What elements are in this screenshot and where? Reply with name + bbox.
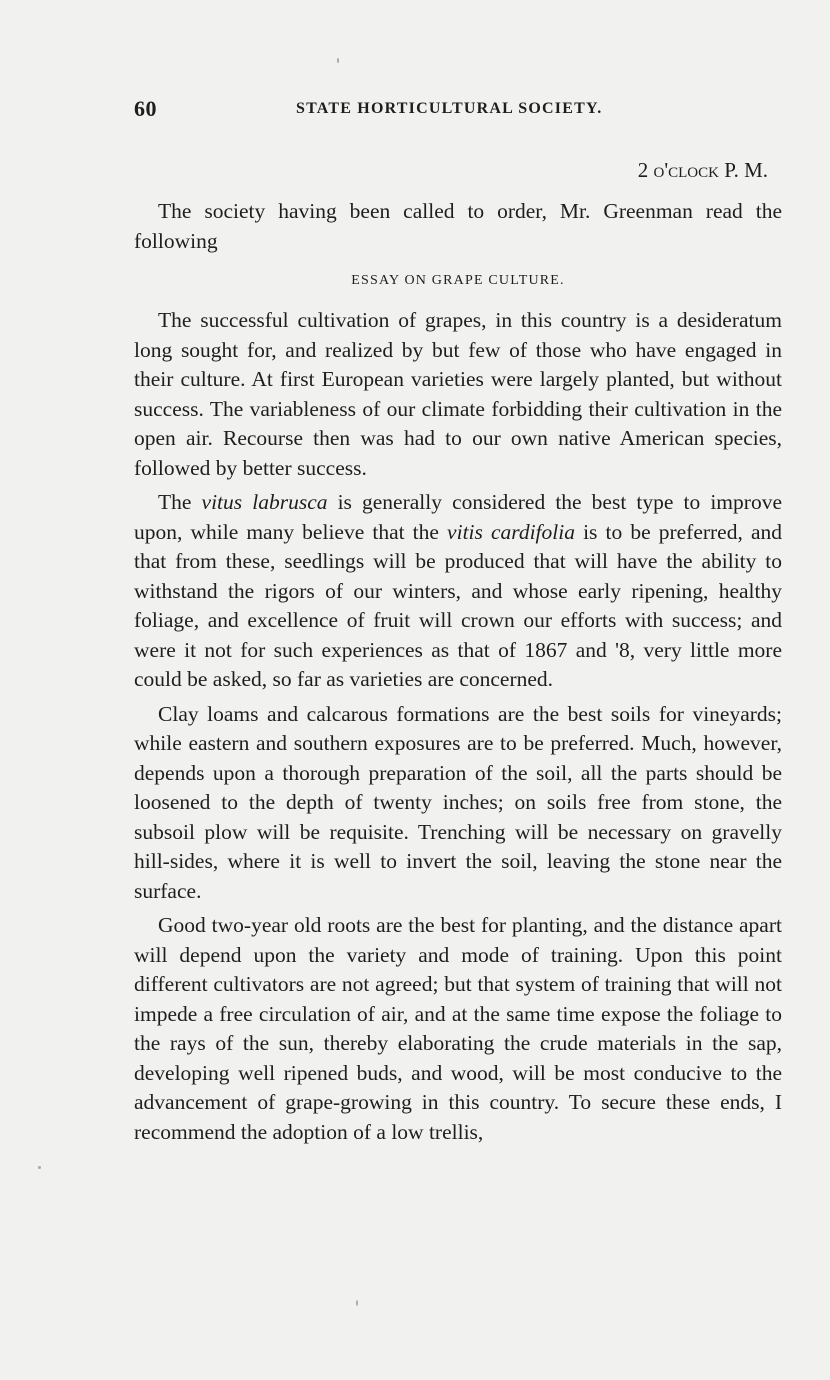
- running-title: STATE HORTICULTURAL SOCIETY.: [296, 100, 603, 117]
- page-number: 60: [134, 96, 157, 121]
- ink-speck: [337, 58, 339, 63]
- ink-speck: [38, 1166, 41, 1169]
- paragraph-varieties-part1: The: [158, 490, 202, 514]
- term-vitus-labrusca: vitus labrusca: [201, 490, 328, 514]
- paragraph-soils: Clay loams and calcarous formations are the best soils for vineyards; while eastern and southern exposures are to be preferred. Much, however, depends upon a thorough preparation of the soil, all the parts should be loosened to the depth of twenty inches; on soils free from stone, the subsoil plow will be requisite. Trenching will be necessary on gravelly hill-sides, where it is well to invert the soil, leaving the stone near the surface.: [134, 701, 782, 903]
- intro-paragraph: The society having been called to order, Mr. Greenman read the following: [134, 199, 782, 253]
- session-time: [0, 158, 768, 183]
- ink-speck: [356, 1300, 358, 1306]
- paragraph-planting: Good two-year old roots are the best for planting, and the distance apart will depend upon the variety and mode of training. Upon this point different cultivators are not agreed; but that system of training that will not impede a free circulation of air, and at the same time expose the foliage to the rays of the sun, thereby elaborating the crude materials in the sap, developing well ripened buds, and wood, will be most conducive to the advancement of grape-growing in this country. To secure these ends, I recommend the adoption of a low trellis,: [134, 913, 782, 1144]
- essay-body: [134, 306, 782, 1152]
- time-pm: P. M.: [724, 158, 768, 182]
- paragraph-cultivation: The successful cultivation of grapes, in this country is a desideratum long sought for, and realized by but few of those who have engaged in their culture. At first European varieties were largely planted, but without success. The variableness of our climate forbidding their cultivation in the open air. Recourse then was had to our own native American species, followed by better success.: [134, 308, 782, 480]
- term-vitis-cardifolia: vitis cardifolia: [447, 519, 575, 544]
- time-oclock: o'clock: [653, 158, 719, 182]
- intro-text: [134, 197, 782, 256]
- time-hour: 2: [637, 158, 649, 182]
- paragraph-varieties-part2: is generally considered the best type to improve upon, while many believe that the: [134, 490, 782, 544]
- essay-title: ESSAY ON GRAPE CULTURE.: [351, 273, 565, 288]
- paragraph-varieties-part3: is to be preferred, and that from these, seedlings will be produced that will have the ability to withstand the rigors of our winters, and whose early ripening, healthy foliage, and excellence of fruit will crown our efforts with success; and were it not for such experiences as that of 1867 and '8, very little more could be asked, so far as varieties are concerned.: [134, 519, 782, 691]
- page-header: [134, 96, 780, 126]
- paragraph-varieties: [134, 488, 782, 695]
